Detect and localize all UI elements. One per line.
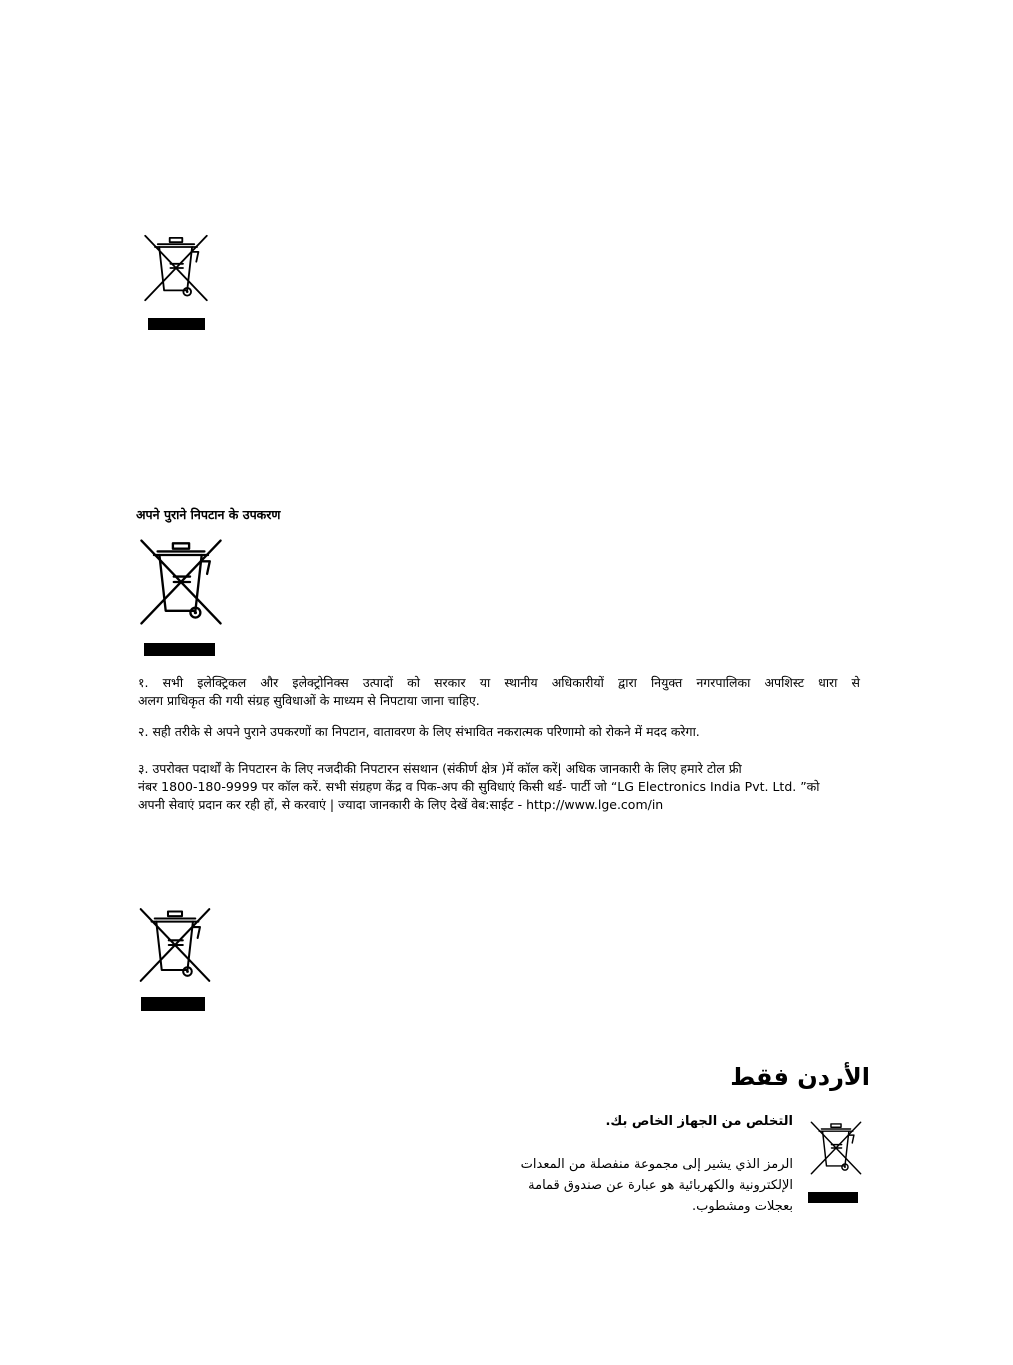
hindi-paragraph-3-line-3: अपनी सेवाएं प्रदान कर रही हों, से करवाएं | ज्यादा जानकारी के लिए देखें वेब:साईट - http://www.lge.com/in [138,797,664,812]
hindi-paragraph-3-line-2: नंबर 1800-180-9999 पर कॉल करें. सभी संग्रहण केंद्र व पिक-अप की सुविधाएं किसी थर्ड- पार्टी जो “LG Electronics India Pvt. Ltd. ”को [138,779,820,794]
arabic-body-line-3: بعجلات ومشطوب. [692,1199,793,1214]
black-bar [808,1192,858,1203]
hindi-paragraph-1-line-2: अलग प्राधिकृत की गयी संग्रह सुविधाओं के माध्यम से निपटाया जाना चाहिए. [138,693,480,708]
crossed-out-wheelie-bin-icon [136,537,226,627]
arabic-title: الأردن فقط [730,1063,870,1091]
arabic-body-line-2: الإلكترونية والكهربائية هو عبارة عن صندوق قمامة [528,1178,793,1193]
crossed-out-wheelie-bin-icon [136,905,214,985]
arabic-body [521,1154,793,1217]
hindi-paragraph-2-line-1: २. सही तरीके से अपने पुराने उपकरणों का निपटान, वातावरण के लिए संभावित नकरात्मक परिणामो को रोकने में मदद करेगा. [138,724,700,739]
hindi-paragraph-3-line-1: ३. उपरोक्त पदार्थों के निपटारन के लिए नजदीकी निपटारन संसथान (संकीर्ण क्षेत्र )में कॉल करें| अधिक जानकारी के लिए हमारे टोल फ्री [138,761,742,776]
black-bar [141,997,205,1011]
hindi-paragraph-1-line-1: १. सभी इलेक्ट्रिकल और इलेक्ट्रोनिक्स उत्पादों को सरकार या स्थानीय अधिकारीयों द्वारा नियुक्त नगरपालिका अपशिस्ट धारा से [138,675,860,690]
black-bar [148,318,205,330]
crossed-out-wheelie-bin-icon [140,233,212,303]
hindi-paragraph-3 [138,760,860,814]
arabic-body-line-1: الرمز الذي يشير إلى مجموعة منفصلة من المعدات [520,1157,793,1172]
black-bar [144,643,215,656]
hindi-paragraph-1 [138,674,860,710]
crossed-out-wheelie-bin-icon [808,1116,864,1180]
arabic-heading: التخلص من الجهاز الخاص بك. [605,1114,793,1129]
hindi-heading: अपने पुराने निपटान के उपकरण [136,507,281,522]
hindi-paragraph-2 [138,723,860,741]
